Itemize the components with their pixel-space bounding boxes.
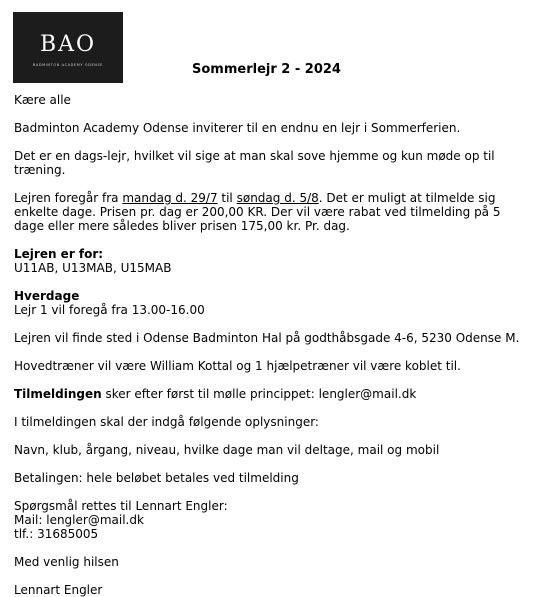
signup-text: sker efter først til mølle princippet: lengler@mail.dk [101, 387, 417, 401]
location-paragraph: Lejren vil finde sted i Odense Badminton Hal på godthåbsgade 4-6, 5230 Odense M. [14, 331, 520, 345]
signup-paragraph [14, 387, 524, 401]
letter-body [14, 93, 524, 597]
info-list: Navn, klub, årgang, niveau, hvilke dage man vil deltage, mail og mobil [14, 443, 440, 457]
daylong-paragraph: Det er en dags-lejr, hvilket vil sige at man skal sove hjemme og kun møde op til træning. [14, 149, 495, 177]
payment-paragraph: Betalingen: hele beløbet betales ved tilmelding [14, 471, 299, 485]
signup-label: Tilmeldingen [14, 387, 102, 401]
start-date: mandag d. 29/7 [122, 191, 218, 205]
questions-phone: tlf.: 31685005 [14, 527, 99, 541]
end-date: søndag d. 5/8 [236, 191, 319, 205]
weekday-value: Lejr 1 vil foregå fra 13.00-16.00 [14, 303, 205, 317]
logo-tagline: BADMINTON ACADEMY ODENSE [32, 63, 104, 67]
closing: Med venlig hilsen [14, 555, 119, 569]
dates-paragraph [14, 191, 524, 233]
for-heading: Lejren er for: [14, 247, 104, 261]
logo-wordmark: BAO [39, 32, 97, 57]
intro-paragraph: Badminton Academy Odense inviterer til en endnu en lejr i Sommerferien. [14, 121, 461, 135]
info-intro: I tilmeldingen skal der indgå følgende oplysninger: [14, 415, 319, 429]
questions-line: Spørgsmål rettes til Lennart Engler: [14, 499, 228, 513]
weekday-heading: Hverdage [14, 289, 80, 303]
greeting: Kære alle [14, 93, 71, 107]
dates-mid: til [217, 191, 237, 205]
questions-mail: Mail: lengler@mail.dk [14, 513, 144, 527]
dates-suffix: . Det er muligt at tilmelde sig enkelte dage. Prisen pr. dag er 200,00 KR. Der vil være rabat ved tilmelding på 5 dage eller mere således bliver prisen 175,00 kr. Pr. dag. [14, 191, 501, 233]
for-value: U11AB, U13MAB, U15MAB [14, 261, 172, 275]
dates-prefix: Lejren foregår fra [14, 191, 123, 205]
coach-paragraph: Hovedtræner vil være William Kottal og 1 hjælpetræner vil være koblet til. [14, 359, 461, 373]
signature: Lennart Engler [14, 583, 103, 597]
page-title: Sommerlejr 2 - 2024 [192, 62, 341, 77]
